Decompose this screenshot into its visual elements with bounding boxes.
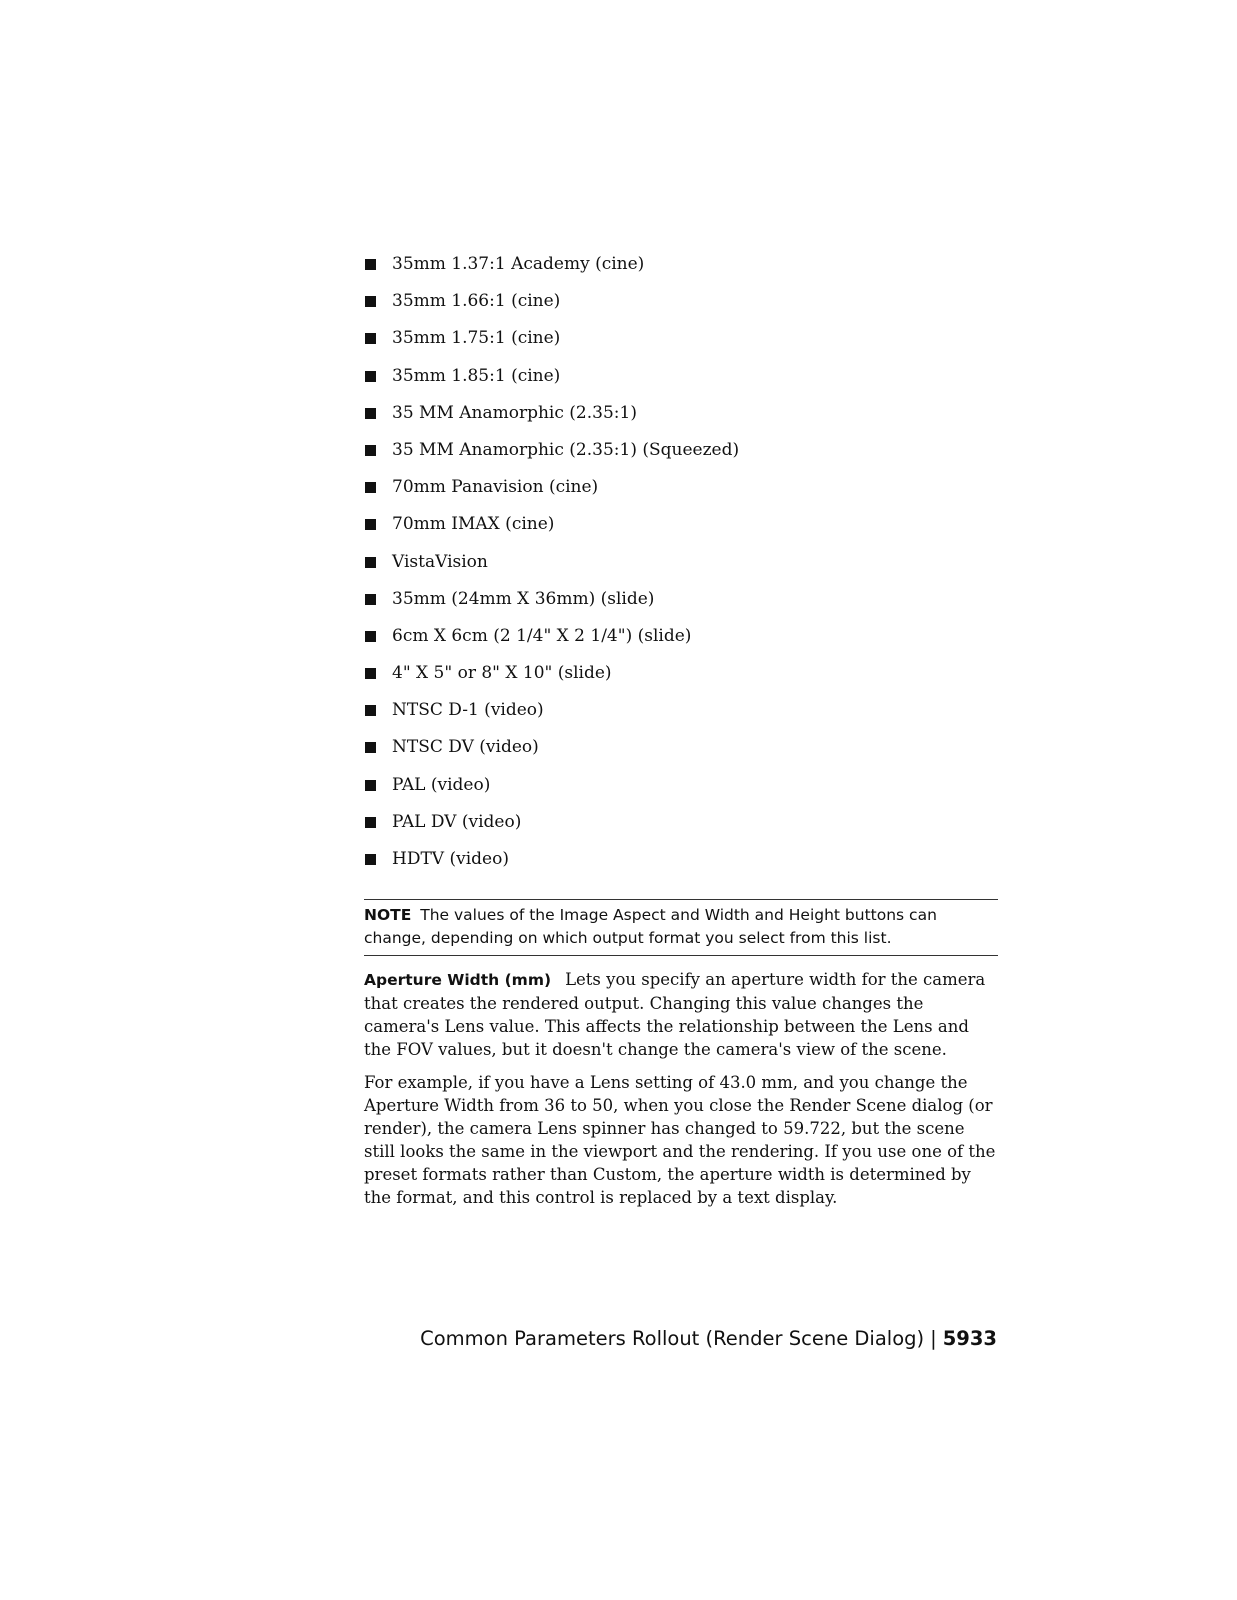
aperture-width-term: Aperture Width (mm)	[364, 971, 552, 989]
list-item-text: 35mm 1.75:1 (cine)	[392, 328, 561, 349]
list-item	[365, 773, 1005, 810]
square-bullet-icon	[365, 668, 376, 679]
aperture-width-paragraph	[364, 968, 998, 1061]
square-bullet-icon	[365, 705, 376, 716]
list-item-text: 35mm 1.66:1 (cine)	[392, 291, 561, 312]
output-format-list	[365, 252, 1005, 884]
list-item	[365, 624, 1005, 661]
footer-section-title: Common Parameters Rollout (Render Scene Dialog)	[420, 1327, 925, 1350]
list-item	[365, 550, 1005, 587]
list-item	[365, 661, 1005, 698]
square-bullet-icon	[365, 742, 376, 753]
square-bullet-icon	[365, 445, 376, 456]
aperture-example-paragraph: For example, if you have a Lens setting of 43.0 mm, and you change the Aperture Width from 36 to 50, when you close the Render Scene dialog (or render), the camera Lens spinner has changed to 59.722, but the scene still looks the same in the viewport and the rendering. If you use one of the preset formats rather than Custom, the aperture width is determined by the format, and this control is replaced by a text display.	[364, 1073, 996, 1207]
square-bullet-icon	[365, 519, 376, 530]
list-item-text: NTSC D-1 (video)	[392, 700, 544, 721]
note-label: NOTE	[364, 906, 412, 924]
list-item	[365, 364, 1005, 401]
list-item	[365, 252, 1005, 289]
square-bullet-icon	[365, 631, 376, 642]
list-item	[365, 698, 1005, 735]
square-bullet-icon	[365, 780, 376, 791]
list-item-text: 35mm 1.37:1 Academy (cine)	[392, 254, 645, 274]
square-bullet-icon	[365, 333, 376, 344]
list-item-text: 35mm (24mm X 36mm) (slide)	[392, 588, 655, 609]
list-item	[365, 438, 1005, 475]
list-item-text: PAL DV (video)	[392, 811, 522, 832]
list-item	[365, 512, 1005, 549]
list-item	[365, 587, 1005, 624]
list-item-text: 35 MM Anamorphic (2.35:1)	[392, 402, 637, 423]
square-bullet-icon	[365, 854, 376, 865]
list-item-text: NTSC DV (video)	[392, 737, 539, 758]
list-item	[365, 847, 1005, 884]
list-item	[365, 326, 1005, 363]
square-bullet-icon	[365, 557, 376, 568]
square-bullet-icon	[365, 296, 376, 307]
square-bullet-icon	[365, 817, 376, 828]
square-bullet-icon	[365, 408, 376, 419]
list-item-text: HDTV (video)	[392, 849, 509, 869]
list-item	[365, 401, 1005, 438]
list-item-text: 35 MM Anamorphic (2.35:1) (Squeezed)	[392, 439, 740, 460]
list-item	[365, 289, 1005, 326]
square-bullet-icon	[365, 482, 376, 493]
footer-separator: |	[930, 1327, 937, 1350]
aperture-width-description: Lets you specify an aperture width for the camera that creates the rendered output. Changing this value changes the camera's Lens value. This affects the relationship between the Lens and the FOV values, but it doesn't change the camera's view of the scene.	[364, 970, 986, 1059]
page-footer	[420, 1325, 997, 1353]
list-item-text: 6cm X 6cm (2 1/4" X 2 1/4") (slide)	[392, 625, 692, 646]
square-bullet-icon	[365, 371, 376, 382]
list-item-text: 35mm 1.85:1 (cine)	[392, 365, 561, 386]
square-bullet-icon	[365, 594, 376, 605]
note-box	[364, 899, 998, 956]
list-item	[365, 810, 1005, 847]
note-text: The values of the Image Aspect and Width and Height buttons can change, depending on which output format you select from this list.	[364, 906, 937, 947]
list-item	[365, 475, 1005, 512]
page-number: 5933	[942, 1327, 997, 1350]
list-item	[365, 735, 1005, 772]
list-item-text: 70mm Panavision (cine)	[392, 477, 599, 498]
list-item-text: 70mm IMAX (cine)	[392, 514, 555, 535]
square-bullet-icon	[365, 259, 376, 270]
list-item-text: PAL (video)	[392, 774, 491, 795]
list-item-text: 4" X 5" or 8" X 10" (slide)	[392, 663, 612, 684]
list-item-text: VistaVision	[392, 551, 488, 572]
